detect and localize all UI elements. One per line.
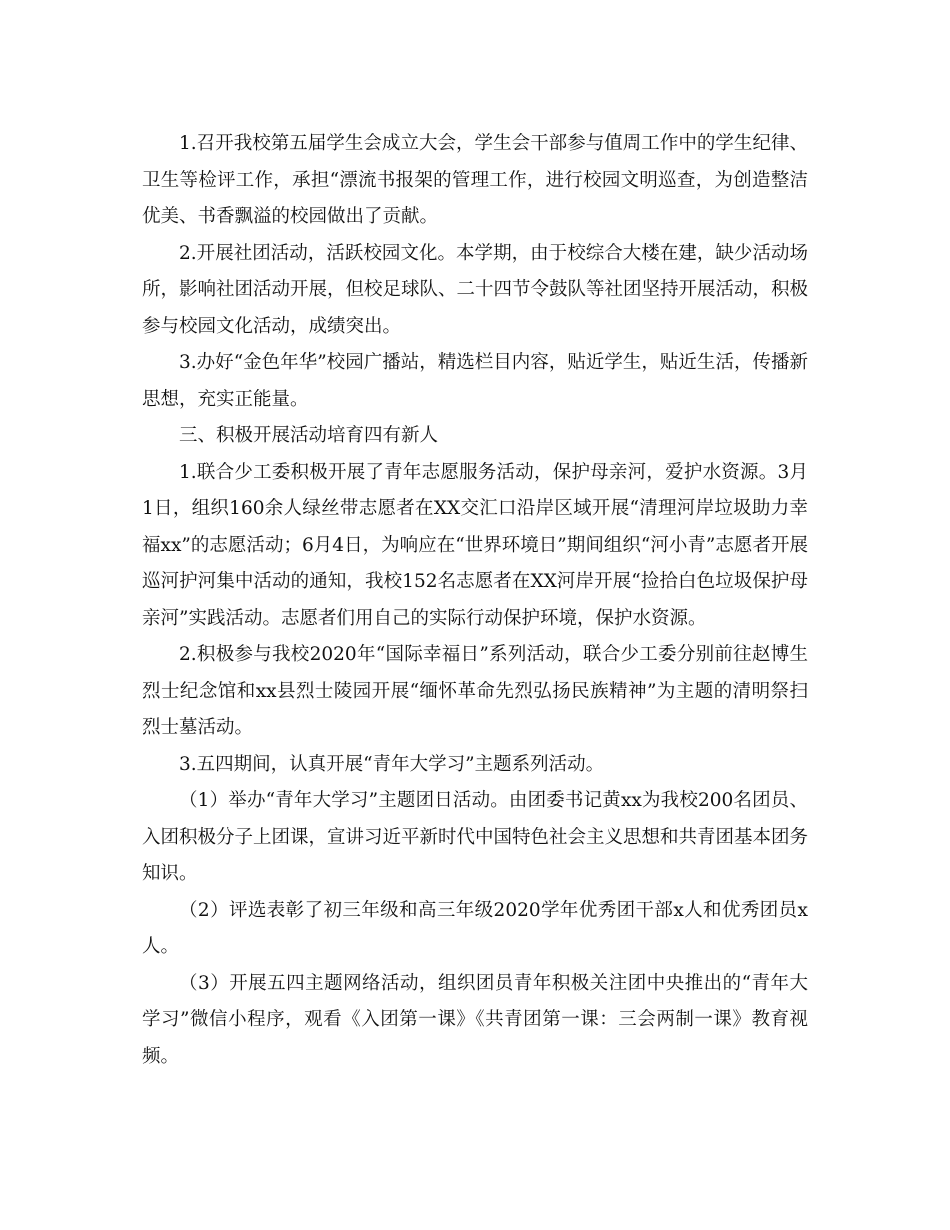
paragraph-volunteer-service: 1.联合少工委积极开展了青年志愿服务活动，保护母亲河，爱护水资源。3月1日，组织160余人绿丝带志愿者在XX交汇口沿岸区域开展“清理河岸垃圾助力幸福xx”的志愿活动；6月4日，为响应在“世界环境日”期间组织“河小青”志愿者开展巡河护河集中活动的通知，我校152名志愿者在XX河岸开展“捡拾白色垃圾保护母亲河”实践活动。志愿者们用自己的实际行动保护环境，保护水资源。 [142,461,808,629]
paragraph-club-activities: 2.开展社团活动，活跃校园文化。本学期，由于校综合大楼在建，缺少活动场所，影响社团活动开展，但校足球队、二十四节令鼓队等社团坚持开展活动，积极参与校园文化活动，成绩突出。 [142,242,809,337]
paragraph-student-union: 1.召开我校第五届学生会成立大会，学生会干部参与值周工作中的学生纪律、卫生等检评工作，承担“漂流书报架的管理工作，进行校园文明巡查，为创造整洁优美、书香飘溢的校园做出了贡献。 [142,133,808,227]
paragraph-may-fourth: 3.五四期间，认真开展“青年大学习”主题系列活动。 [179,753,605,775]
document-body [142,126,808,1075]
paragraph-sub-item-3: （3）开展五四主题网络活动，组织团员青年积极关注团中央推出的“青年大学习”微信小程序，观看《入团第一课》《共青团第一课：三会两制一课》教育视频。 [142,972,808,1067]
paragraph-sub-item-1: （1）举办“青年大学习”主题团日活动。由团委书记黄xx为我校200名团员、入团积极分子上团课，宣讲习近平新时代中国特色社会主义思想和共青团基本团务知识。 [142,790,809,884]
paragraph-sub-item-2: （2）评选表彰了初三年级和高三年级2020学年优秀团干部x人和优秀团员x人。 [142,899,808,957]
paragraph-happiness-day: 2.积极参与我校2020年“国际幸福日”系列活动，联合少工委分别前往赵博生烈士纪念馆和xx县烈士陵园开展“缅怀革命先烈弘扬民族精神”为主题的清明祭扫烈士墓活动。 [142,644,808,738]
paragraph-radio-station: 3.办好“金色年华”校园广播站，精选栏目内容，贴近学生，贴近生活，传播新思想，充实正能量。 [142,352,808,410]
section-heading: 三、积极开展活动培育四有新人 [179,425,439,446]
